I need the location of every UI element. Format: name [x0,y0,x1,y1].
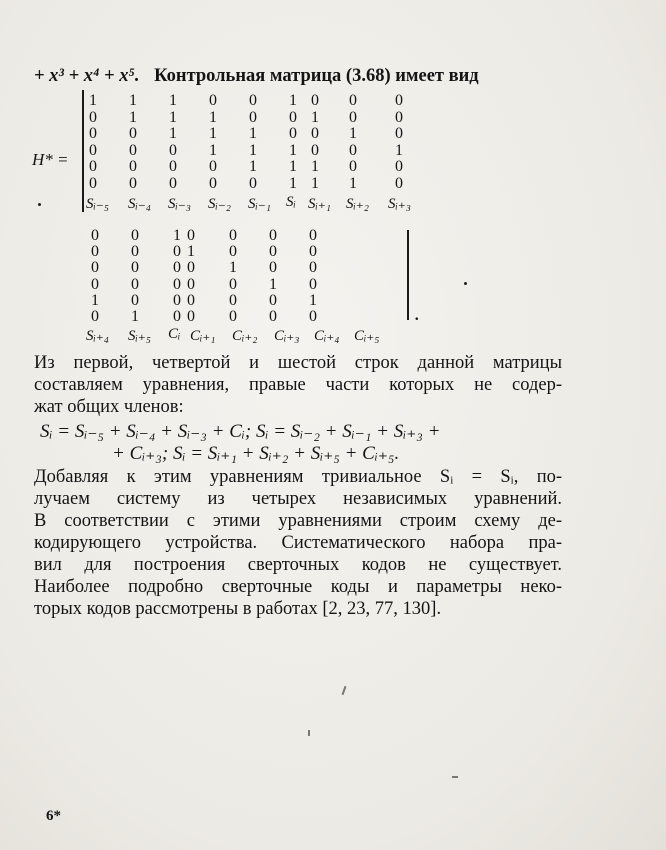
matrix-top-cell: 0 [289,125,297,142]
matrix-bottom-cell: 1 [131,308,139,325]
matrix-top-cell: 0 [169,141,177,159]
matrix-top-cell: 0 [395,108,403,126]
matrix-bottom-cell: 0 [229,275,237,293]
matrix-top-cell: 1 [349,174,357,192]
matrix-top-cell: 1 [169,125,177,142]
matrix-bottom-cell: 0 [131,243,139,261]
paragraph-2-line: Добавляя к этим уравнениям тривиальное Sᵢ = Sᵢ, по- [34,467,562,487]
matrix-bottom-cell: 0 [173,275,181,293]
matrix-top-label: Sᵢ₋₂ [208,196,232,212]
matrix-top-cell: 0 [169,158,177,175]
matrix-bottom-cell: 0 [309,259,317,277]
matrix-bottom-cell: 0 [91,275,99,293]
matrix-bottom-cell: 0 [173,291,181,309]
paragraph-1-line: жат общих членов: [34,397,184,417]
equation-line-2: + Cᵢ₊₃; Sᵢ = Sᵢ₊₁ + Sᵢ₊₂ + Sᵢ₊₅ + Cᵢ₊₅. [112,443,400,464]
matrix-bottom-cell: 0 [269,227,277,244]
matrix-top-cell: 0 [311,141,319,159]
matrix-top-cell: 0 [89,141,97,159]
matrix-bottom-label: Cᵢ₊₃ [274,328,300,344]
matrix-top-cell: 0 [395,174,403,192]
paragraph-2-line: торых кодов рассмотрены в работах [2, 23, 77, 130]. [34,599,442,619]
matrix-bottom-label: Sᵢ₊₅ [128,328,152,344]
matrix-bottom-cell: 1 [187,243,195,261]
matrix-top-cell: 0 [89,108,97,126]
matrix-top-cell: 1 [129,92,137,109]
paragraph-1 [34,352,562,418]
matrix-bottom-cell: 0 [309,243,317,261]
matrix-bottom-label: Cᵢ [168,326,181,342]
scan-speck [308,730,310,736]
matrix-bottom-cell: 0 [229,308,237,325]
matrix-bottom-cell: 1 [269,275,277,293]
matrix-bottom-cell: 0 [309,227,317,244]
matrix-top-cell: 0 [249,174,257,192]
matrix-bottom-cell: 0 [173,308,181,325]
matrix-top-label: Sᵢ₋₄ [128,196,152,212]
matrix-bottom-label: Cᵢ₊₄ [314,328,340,344]
matrix-top-label: Sᵢ [286,194,296,210]
matrix-bottom-cell: 0 [91,259,99,277]
matrix-top-cell: 0 [169,174,177,192]
matrix-bottom-cell: 0 [91,243,99,261]
matrix-top-cell: 1 [249,141,257,159]
scan-speck [38,203,41,206]
matrix-bottom-cell: 0 [91,308,99,325]
matrix-bottom-cell: 0 [229,291,237,309]
matrix-bottom-cell: 0 [91,227,99,244]
paragraph-1-line: Из первой, четвертой и шестой строк данной матрицы [34,353,562,373]
matrix-top-cell: 1 [169,108,177,126]
matrix-top-cell: 0 [89,174,97,192]
paragraph-2-line: В соответствии с этими уравнениями строим схему де- [34,511,562,531]
matrix-top-cell: 1 [129,108,137,126]
matrix-top-cell: 0 [209,92,217,109]
matrix-top-label: Sᵢ₊₂ [346,196,370,212]
header-text: Контрольная матрица (3.68) имеет вид [154,66,479,86]
matrix-bottom-cell: 0 [187,227,195,244]
matrix-bottom-cell: 0 [187,291,195,309]
matrix-top-cell: 1 [249,125,257,142]
matrix-top-cell: 0 [89,125,97,142]
matrix-top-cell: 0 [249,92,257,109]
matrix-bottom-cell: 0 [131,291,139,309]
matrix-bottom-cell: 0 [173,259,181,277]
matrix-bottom-cell: 0 [229,243,237,261]
matrix-top-label: Sᵢ₊₁ [308,196,332,212]
paragraph-2-line: Наиболее подробно сверточные коды и параметры неко- [34,577,562,597]
matrix-bottom-cell: 0 [131,227,139,244]
matrix-top-label: Sᵢ₋₃ [168,196,192,212]
matrix-end-dot: . [414,300,420,325]
matrix-bottom-cell: 0 [309,308,317,325]
matrix-top-cell: 1 [395,141,403,159]
matrix-top-cell: 0 [349,108,357,126]
matrix-top-cell: 1 [209,108,217,126]
matrix-bottom-cell: 1 [173,227,181,244]
matrix-bottom-cell: 0 [187,308,195,325]
matrix-bottom-cell: 0 [309,275,317,293]
matrix-top-cell: 0 [349,158,357,175]
matrix-top-cell: 0 [249,108,257,126]
matrix-bottom-cell: 1 [229,259,237,277]
matrix-top-cell: 0 [311,92,319,109]
matrix-bottom-label: Sᵢ₊₄ [86,328,110,344]
matrix-right-bracket [407,230,409,320]
matrix-bottom-cell: 0 [229,227,237,244]
matrix-top-cell: 0 [395,125,403,142]
matrix-bottom-cell: 1 [91,291,99,309]
matrix-top-label: Sᵢ₋₁ [248,196,272,212]
page-number: 6* [46,808,61,824]
matrix-top-cell: 1 [289,174,297,192]
scan-speck [342,686,347,695]
matrix-lhs: H* = [32,150,69,169]
matrix-top-cell: 1 [311,174,319,192]
matrix-top-cell: 1 [289,92,297,109]
matrix-top-cell: 1 [209,125,217,142]
paragraph-1-line: составляем уравнения, правые части которых не содер- [34,375,562,395]
matrix-top-label: Sᵢ₋₅ [86,196,110,212]
matrix-top-cell: 0 [209,174,217,192]
paragraph-2 [34,466,562,620]
scan-speck [464,282,467,285]
matrix-top-cell: 1 [249,158,257,175]
header-line [34,66,562,87]
matrix-top-cell: 0 [129,174,137,192]
matrix-bottom-cell: 0 [187,275,195,293]
matrix-top-label: Sᵢ₊₃ [388,196,412,212]
matrix-top-cell: 0 [349,141,357,159]
matrix-bottom-label: Cᵢ₊₅ [354,328,380,344]
matrix-bottom-label: Cᵢ₊₂ [232,328,258,344]
matrix-top-cell: 1 [289,158,297,175]
matrix-bottom-label: Cᵢ₊₁ [190,328,216,344]
matrix-top-cell: 0 [89,158,97,175]
matrix-top-cell: 0 [209,158,217,175]
matrix-bottom-cell: 0 [131,275,139,293]
matrix-bottom-cell: 0 [187,259,195,277]
matrix-top-cell: 1 [311,108,319,126]
matrix-top-cell: 0 [349,92,357,109]
matrix-top-cell: 0 [129,141,137,159]
matrix-bottom-cell: 0 [269,308,277,325]
matrix-top-cell: 1 [89,92,97,109]
matrix-top-cell: 0 [289,108,297,126]
matrix-bottom-cell: 0 [269,243,277,261]
matrix-bottom-cell: 0 [131,259,139,277]
equation-line-1: Sᵢ = Sᵢ₋₅ + Sᵢ₋₄ + Sᵢ₋₃ + Cᵢ; Sᵢ = Sᵢ₋₂ + Sᵢ₋₁ + Sᵢ₊₃ + [40,421,441,442]
matrix-top-cell: 1 [311,158,319,175]
paragraph-2-line: лучаем систему из четырех независимых уравнений. [34,489,562,509]
matrix-top-cell: 1 [289,141,297,159]
paragraph-2-line: кодирующего устройства. Систематического набора пра- [34,533,562,553]
matrix-bottom-cell: 0 [269,291,277,309]
matrix-bottom-cell: 1 [309,291,317,309]
matrix-bottom-cell: 0 [173,243,181,261]
scan-speck [452,776,458,778]
matrix-top-cell: 1 [169,92,177,109]
paragraph-2-line: вил для построения сверточных кодов не существует. [34,555,562,575]
matrix-top-cell: 0 [129,125,137,142]
matrix-bottom-cell: 0 [269,259,277,277]
matrix-top-cell: 0 [395,92,403,109]
matrix-top-cell: 1 [349,125,357,142]
matrix-top-cell: 0 [395,158,403,175]
polynomial-tail: + x³ + x⁴ + x⁵. [34,66,140,86]
matrix-top-cell: 0 [311,125,319,142]
matrix-top-cell: 1 [209,141,217,159]
matrix-top-cell: 0 [129,158,137,175]
